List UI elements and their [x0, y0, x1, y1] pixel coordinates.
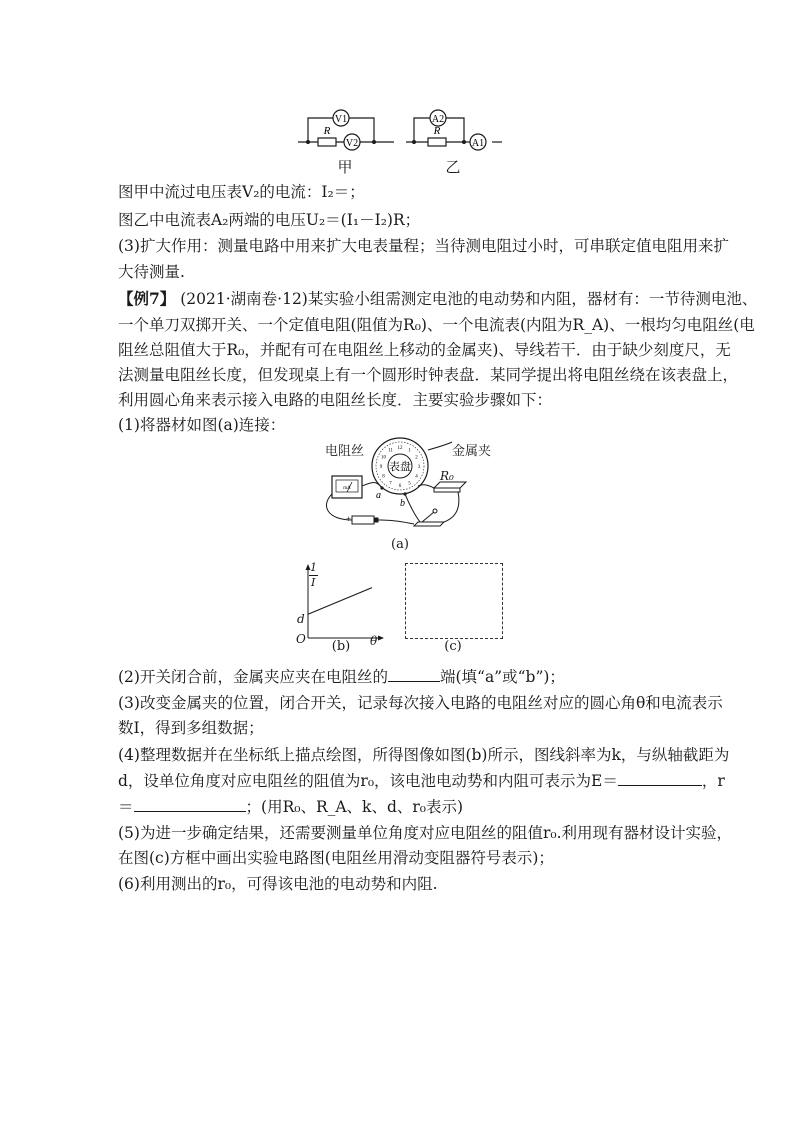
battery-plus: + — [346, 514, 352, 524]
dial-number: 5 — [408, 481, 411, 487]
y-label-num: 1 — [310, 561, 317, 574]
dial-number: 12 — [397, 446, 403, 451]
dial-number: 6 — [398, 484, 402, 489]
example-line-1: 某实验小组需测定电池的电动势和内阻，器材有：一节待测电池、 — [307, 290, 758, 308]
dial-number: 10 — [381, 455, 386, 461]
dial-number: 11 — [388, 448, 393, 454]
resistor-r0-block — [434, 482, 466, 492]
example-line-6: (1)将器材如图(a)连接： — [118, 416, 286, 434]
step-4-c — [118, 797, 463, 817]
meter-a1-label: A1 — [471, 138, 485, 149]
meter-v1-label: V1 — [334, 114, 348, 125]
dial-number: 3 — [417, 465, 421, 470]
meter-text: mA — [343, 486, 351, 491]
meter-v2-label: V2 — [345, 138, 359, 149]
step-3-a: (3)改变金属夹的位置，闭合开关，记录每次接入电路的电阻丝对应的圆心角θ和电流表示 — [118, 694, 723, 712]
step-4-c-eq: ＝ — [118, 798, 134, 816]
resistor-r-label: R — [323, 125, 331, 137]
example-tag: 【例7】 — [118, 289, 176, 308]
series-line — [308, 588, 372, 615]
battery — [352, 516, 378, 524]
intercept-label: d — [297, 612, 305, 626]
example-line-5: 利用圆心角来表示接入电路的电阻丝长度．主要实验步骤如下： — [118, 391, 553, 409]
step-4-a: (4)整理数据并在坐标纸上描点绘图，所得图像如图(b)所示，图线斜率为k，与纵轴截距为 — [118, 746, 730, 764]
step-2 — [118, 667, 565, 687]
resistor-r-label: R — [433, 125, 441, 137]
x-label: θ — [370, 634, 378, 648]
dial-number: 4 — [415, 474, 418, 480]
step-4-c-text: ；(用R₀、R_A、k、d、r₀表示) — [245, 798, 464, 816]
text-line-3: (3)扩大作用：测量电路中用来扩大电表量程；当待测电阻过小时，可串联定值电阻用来扩 — [118, 237, 729, 255]
step-5-a: (5)为进一步确定结果，还需要测量单位角度对应电阻丝的阻值r₀.利用现有器材设计实验， — [118, 824, 733, 842]
caption-c: (c) — [444, 639, 462, 654]
circuit-jia — [296, 104, 396, 154]
example-first-line — [118, 289, 757, 309]
caption-b: (b) — [331, 639, 351, 654]
step-2-text-a: (2)开关闭合前，金属夹应夹在电阻丝的 — [118, 668, 388, 686]
step-5-b: 在图(c)方框中画出实验电路图(电阻丝用滑动变阻器符号表示)； — [118, 849, 554, 867]
dial-number: 8 — [382, 474, 385, 480]
ammeter — [332, 476, 362, 498]
dial-label: 表盘 — [389, 461, 411, 473]
label-resistance-wire: 电阻丝 — [325, 444, 365, 459]
step-4-b — [118, 771, 725, 791]
example-line-4: 法测量电阻丝长度，但发现桌上有一个圆形时钟表盘．某同学提出将电阻丝绕在该表盘上， — [118, 366, 739, 384]
step-2-text-b: 端(填“a”或“b”)； — [439, 668, 565, 686]
example-source: (2021·湖南卷·12) — [180, 290, 308, 308]
figure-c-dashed-box — [405, 563, 503, 639]
label-metal-clip: 金属夹 — [452, 444, 492, 459]
text-line-1: 图甲中流过电压表V₂的电流：I₂＝； — [118, 183, 365, 201]
dial-number: 9 — [379, 465, 383, 470]
step-6: (6)利用测出的r₀，可得该电池的电动势和内阻. — [118, 875, 438, 893]
dial-number: 7 — [389, 481, 392, 487]
step-4-b-text: d，设单位角度对应电阻丝的阻值为r₀，该电池电动势和内阻可表示为E＝ — [118, 772, 618, 790]
x-axis-arrow — [378, 636, 384, 641]
blank-internal-resistance — [134, 797, 246, 812]
caption-yi: 乙 — [445, 158, 461, 176]
y-label-den: I — [311, 576, 316, 589]
meter-a2-label: A2 — [431, 114, 445, 125]
switch — [414, 509, 444, 526]
caption-jia: 甲 — [337, 158, 353, 176]
dial-number: 1 — [408, 448, 411, 454]
label-b: b — [400, 498, 405, 509]
step-3-b: 数I，得到多组数据； — [118, 719, 264, 737]
example-line-3: 阻丝总阻值大于R₀，并配有可在电阻丝上移动的金属夹)、导线若干．由于缺少刻度尺，无 — [118, 341, 731, 359]
label-a: a — [376, 490, 381, 501]
text-line-2: 图乙中电流表A₂两端的电压U₂＝(I₁－I₂)R； — [118, 211, 421, 229]
text-line-4: 大待测量. — [118, 263, 185, 281]
circuit-yi — [404, 104, 504, 154]
origin-label: O — [296, 632, 306, 646]
blank-emf — [618, 771, 702, 786]
dial-number: 2 — [415, 455, 418, 461]
step-4-b-r: ，r — [701, 772, 725, 790]
label-r0: R₀ — [440, 469, 454, 483]
blank-clip-end — [388, 667, 440, 682]
caption-a: (a) — [391, 537, 409, 552]
example-line-2: 一个单刀双掷开关、一个定值电阻(阻值为R₀)、一个电流表(内阻为R_A)、一根均匀电阻丝(电 — [118, 316, 755, 334]
